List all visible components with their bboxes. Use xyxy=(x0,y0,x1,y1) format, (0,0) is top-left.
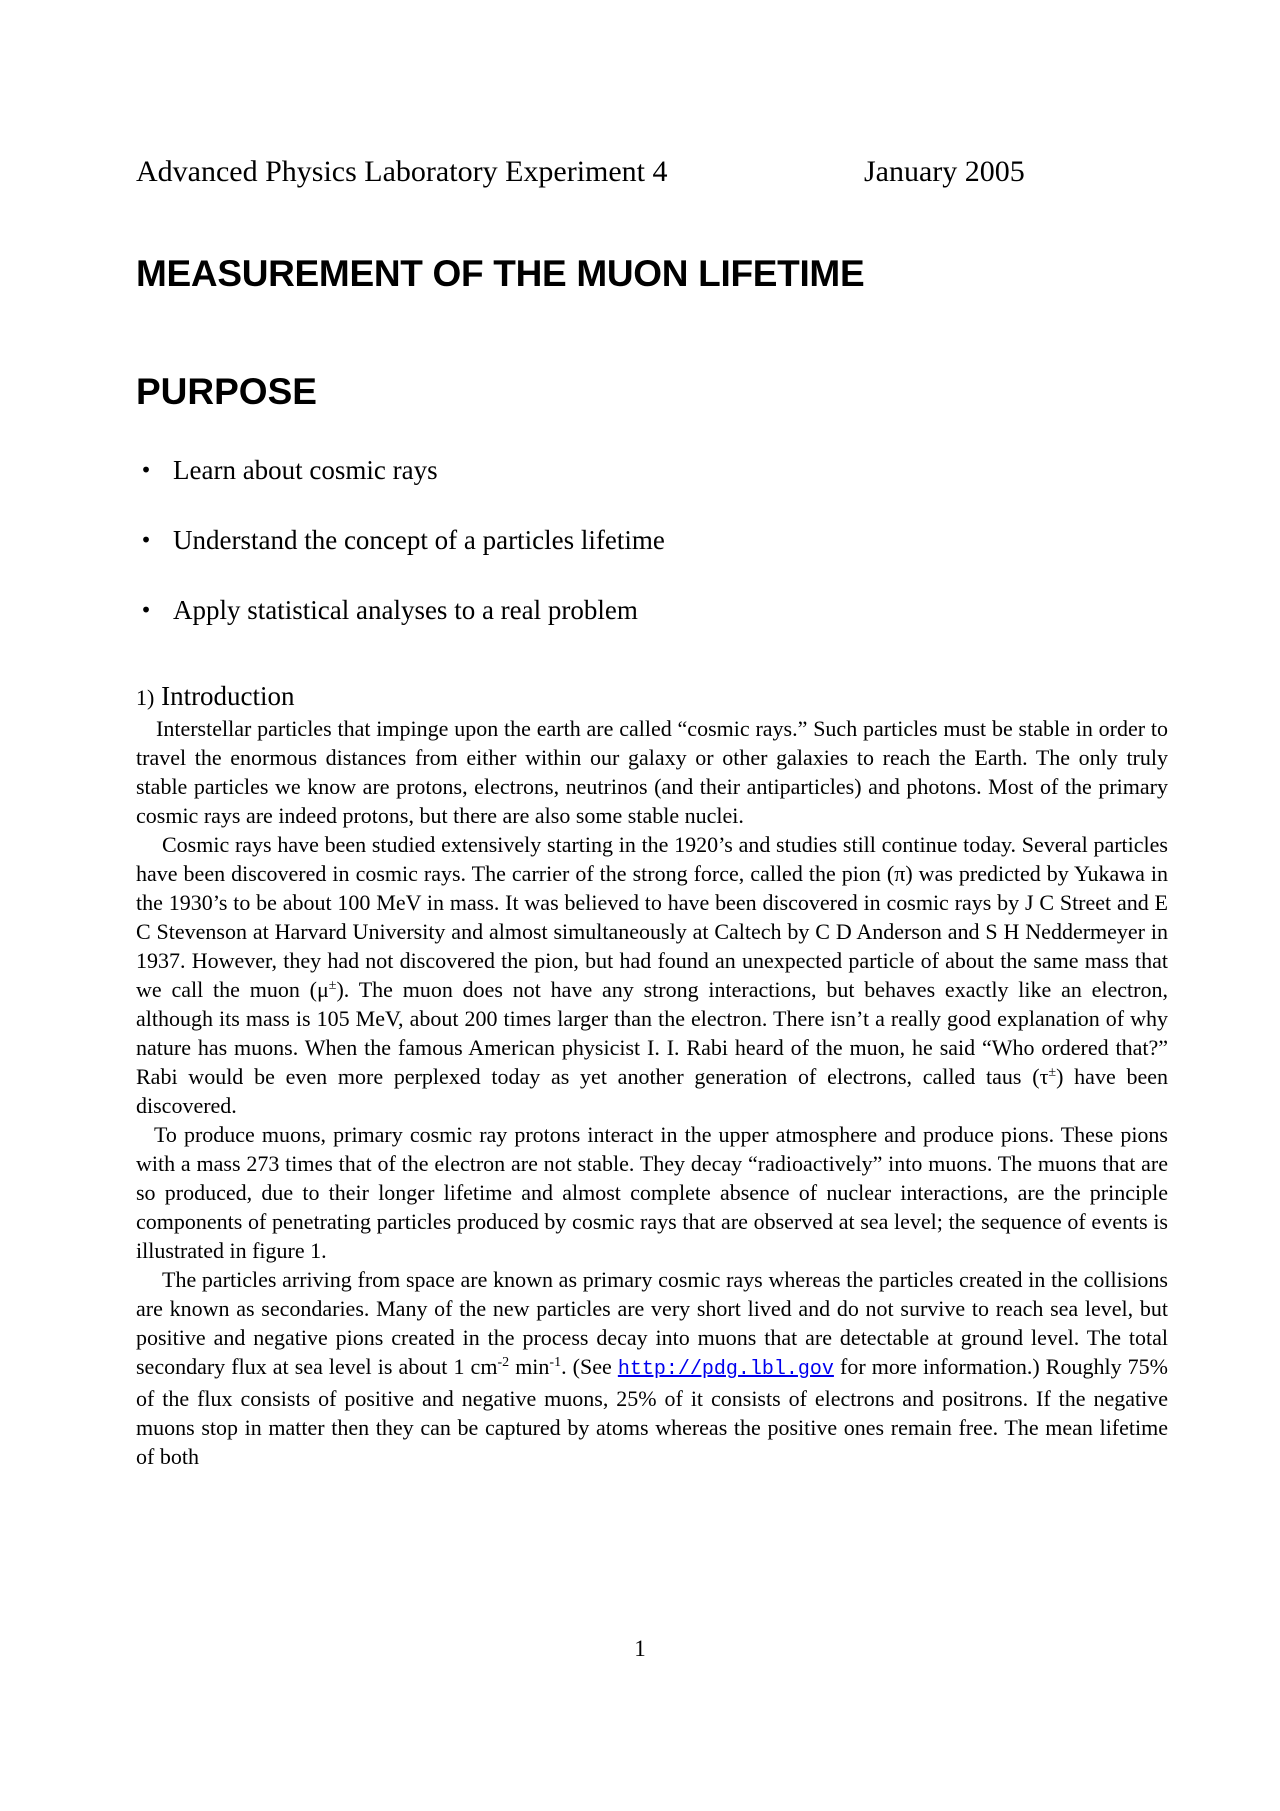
paragraph-2-text-a: Cosmic rays have been studied extensively starting in the 1920’s and studies still continue today. Several particles have been discovered in cosmic rays. The carrier of the strong force, called the pion (π) was predicted by Yukawa in the 1930’s to be about 100 MeV in mass. It was believed to have been discovered in cosmic rays by J C Street and E C Stevenson at Harvard University and almost simultaneously at Caltech by C D Anderson and S H Neddermeyer in 1937. However, they had not discovered the pion, but had found an unexpected particle of about the same mass that we call the muon (μ xyxy=(136,832,1168,1002)
page-header xyxy=(136,152,1046,192)
purpose-heading: PURPOSE xyxy=(136,371,317,412)
section-title: Introduction xyxy=(161,681,295,711)
exponent-superscript: -2 xyxy=(497,1355,510,1370)
paragraph-1: Interstellar particles that impinge upon the earth are called “cosmic rays.” Such particles must be stable in order to travel the enormous distances from either within our galaxy or other galaxies to reach the Earth. The only truly stable particles we know are protons, electrons, neutrinos (and their antiparticles) and photons. Most of the primary cosmic rays are indeed protons, but there are also some stable nuclei. xyxy=(136,716,1168,828)
list-item-text: Learn about cosmic rays xyxy=(173,455,438,485)
paragraph-2 xyxy=(136,830,1168,1120)
header-date: January 2005 xyxy=(864,155,1025,188)
section-number: 1) xyxy=(136,685,155,710)
introduction-heading xyxy=(136,678,295,716)
header-lab-title: Advanced Physics Laboratory Experiment 4 xyxy=(136,155,668,188)
plus-minus-superscript: ± xyxy=(328,978,337,993)
paragraph-3: To produce muons, primary cosmic ray protons interact in the upper atmosphere and produce pions. These pions with a mass 273 times that of the electron are not stable. They decay “radioactively” into muons. The muons that are so produced, due to their longer lifetime and almost complete absence of nuclear interactions, are the principle components of penetrating particles produced by cosmic rays that are observed at sea level; the sequence of events is illustrated in figure 1. xyxy=(136,1122,1168,1263)
exponent-superscript: -1 xyxy=(549,1355,562,1370)
paragraph-4-text-d: for more information.) Roughly 75% of the flux consists of positive and negative muons, 25% of it consists of electrons and positrons. If the negative muons stop in matter then they can be captured by atoms whereas the positive ones remain free. The mean lifetime of both xyxy=(136,1354,1168,1469)
bullet-icon: • xyxy=(140,528,152,552)
plus-minus-superscript: ± xyxy=(1048,1065,1057,1080)
document-title: MEASUREMENT OF THE MUON LIFETIME xyxy=(136,253,865,294)
page-number: 1 xyxy=(634,1636,646,1661)
paragraph-2-text-b: ). The muon does not have any strong interactions, but behaves exactly like an electron, although its mass is 105 MeV, about 200 times larger than the electron. There isn’t a really good explanation of why nature has muons. When the famous American physicist I. I. Rabi heard of the muon, he said “Who ordered that?” Rabi would be even more perplexed today as yet another generation of electrons, called taus (τ xyxy=(136,977,1168,1089)
paragraph-2-text-c: ) have been discovered. xyxy=(136,1064,1168,1118)
pdg-link[interactable]: http://pdg.lbl.gov xyxy=(617,1358,834,1381)
list-item-text: Understand the concept of a particles lifetime xyxy=(173,525,665,555)
paragraph-4-text-c: . (See xyxy=(561,1354,618,1379)
paragraph-4-text-a: The particles arriving from space are known as primary cosmic rays whereas the particles created in the collisions are known as secondaries. Many of the new particles are very short lived and do not survive to reach sea level, but positive and negative pions created in the process decay into muons that are detectable at ground level. The total secondary flux at sea level is about 1 cm xyxy=(136,1267,1168,1379)
paragraph-4-text-b: min xyxy=(509,1354,550,1379)
bullet-icon: • xyxy=(140,458,152,482)
list-item-text: Apply statistical analyses to a real problem xyxy=(173,595,638,625)
introduction-body xyxy=(136,714,1168,1471)
paragraph-4 xyxy=(136,1265,1168,1471)
bullet-icon: • xyxy=(140,598,152,622)
